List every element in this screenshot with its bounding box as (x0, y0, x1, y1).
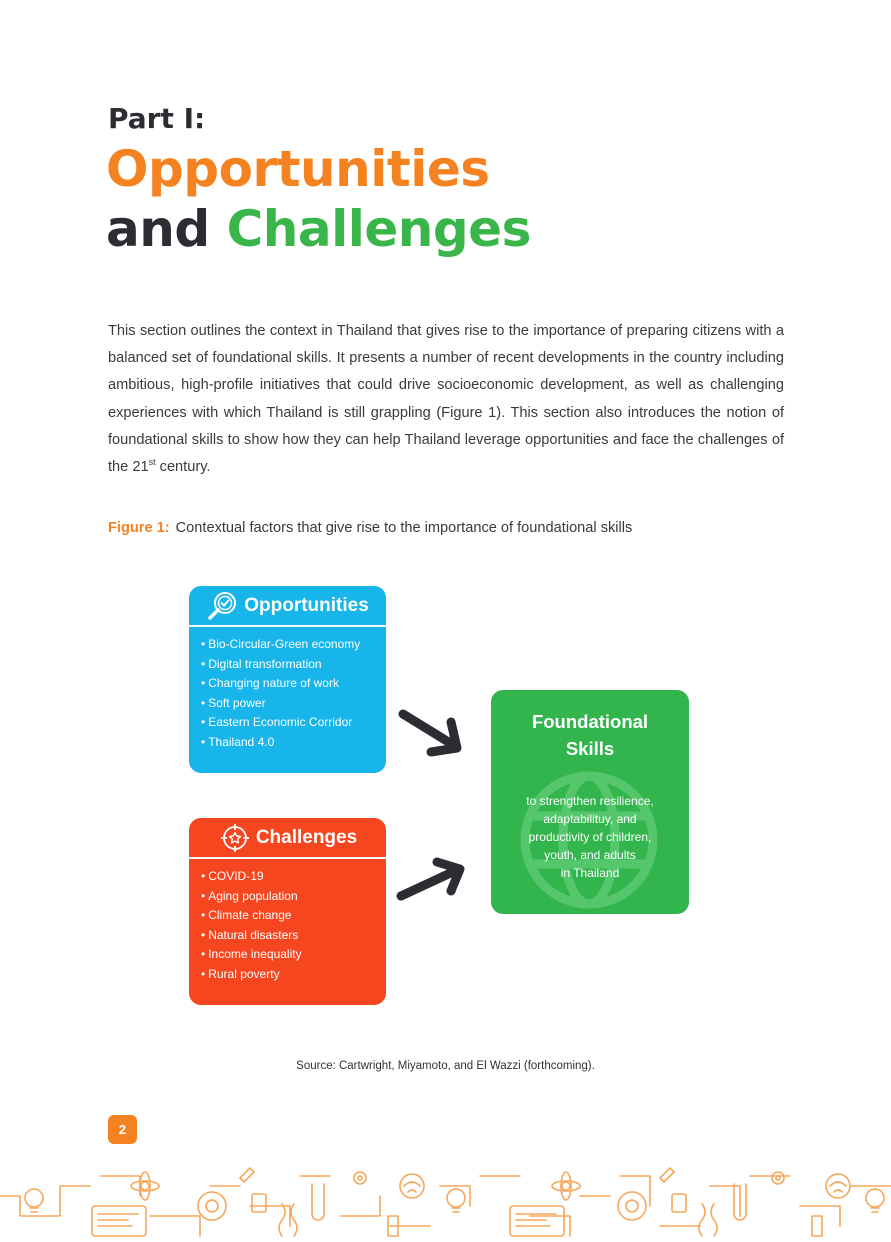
opportunities-box (189, 586, 386, 773)
foundational-description (491, 792, 689, 882)
challenge-item: • Rural poverty (201, 965, 386, 985)
part-label: Part I: (108, 102, 206, 135)
challenge-item: • Aging population (201, 887, 386, 907)
foundational-title-line2: Skills (565, 738, 615, 759)
target-star-icon (218, 821, 252, 855)
foundational-desc-line: adaptabilituy, and (543, 812, 637, 826)
intro-paragraph-end: century. (155, 459, 211, 476)
opportunity-item: • Digital transformation (201, 655, 386, 675)
figure-source: Source: Cartwright, Miyamoto, and El Wazzi (forthcoming). (296, 1060, 595, 1072)
foundational-desc-line: youth, and adults (544, 848, 636, 862)
opportunity-item: • Changing nature of work (201, 674, 386, 694)
arrow-down-right-icon (395, 702, 470, 764)
opportunity-item: • Bio-Circular-Green economy (201, 635, 386, 655)
challenge-item: • Income inequality (201, 945, 386, 965)
figure-caption-text: Contextual factors that give rise to the importance of foundational skills (175, 520, 633, 536)
opportunities-title: Opportunities (244, 594, 369, 616)
challenges-list (189, 859, 386, 985)
opportunity-item: • Thailand 4.0 (201, 733, 386, 753)
figure-label: Figure 1: (108, 520, 170, 536)
intro-paragraph-main: This section outlines the context in Thailand that gives rise to the importance of preparing citizens with a balanced set of foundational skills. It presents a number of recent developments in the country including ambitious, high-profile initiatives that could drive socioeconomic development, as well as challenging experiences with which Thailand is still grappling (Figure 1). This section also introduces the notion of foundational skills to show how they can help Thailand leverage opportunities and face the challenges of the 21 (108, 323, 784, 476)
challenges-box (189, 818, 386, 1005)
foundational-title (491, 708, 689, 762)
foundational-skills-box (491, 690, 689, 914)
decorative-footer-pattern (0, 1156, 891, 1242)
opportunities-list (189, 627, 386, 753)
arrow-up-right-icon (393, 852, 473, 907)
page-number: 2 (108, 1115, 137, 1144)
page-title-line1: Opportunities (106, 140, 490, 198)
foundational-title-line1: Foundational (531, 711, 649, 732)
challenges-title: Challenges (255, 826, 358, 848)
foundational-desc-line: to strengthen resilience, (526, 794, 654, 808)
foundational-desc-line: in Thailand (560, 866, 620, 880)
challenge-item: • COVID-19 (201, 867, 386, 887)
opportunity-item: • Soft power (201, 694, 386, 714)
opportunities-header (189, 586, 386, 627)
challenge-item: • Natural disasters (201, 926, 386, 946)
foundational-desc-line: productivity of children, (528, 830, 652, 844)
figure-caption (108, 520, 632, 536)
title-word-challenges: Challenges (226, 200, 531, 258)
title-word-and: and (106, 200, 210, 258)
page-title-line2 (106, 200, 531, 258)
challenges-header (189, 818, 386, 859)
magnifier-check-icon (206, 589, 240, 623)
opportunity-item: • Eastern Economic Corridor (201, 713, 386, 733)
intro-paragraph (108, 318, 784, 481)
challenge-item: • Climate change (201, 906, 386, 926)
intro-paragraph-sup: st (148, 457, 156, 468)
